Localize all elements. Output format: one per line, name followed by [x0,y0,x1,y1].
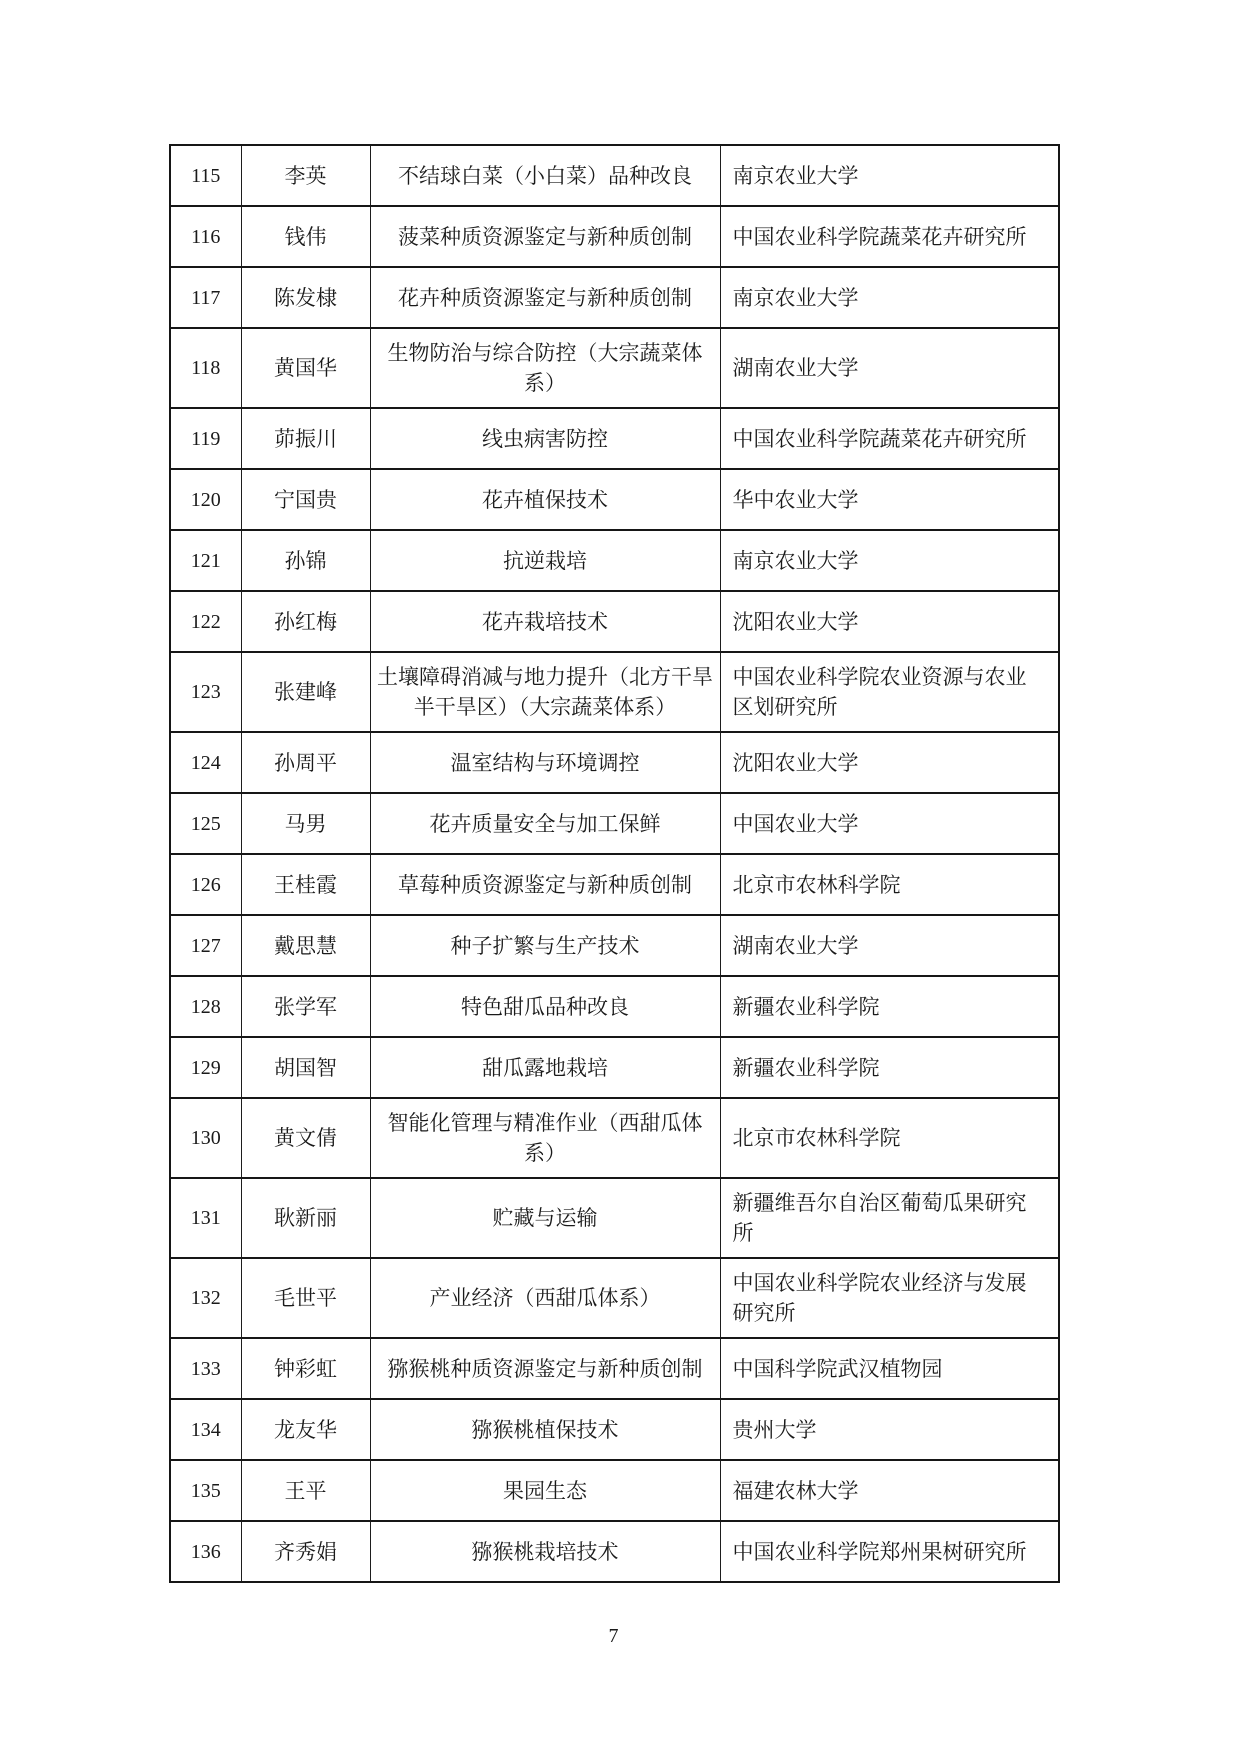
cell-name: 毛世平 [241,1258,370,1338]
expert-list-table [169,144,1060,1583]
cell-number: 128 [170,976,241,1037]
cell-topic: 甜瓜露地栽培 [370,1037,720,1098]
table-row [170,1338,1059,1399]
table-row [170,915,1059,976]
cell-topic: 种子扩繁与生产技术 [370,915,720,976]
cell-topic: 花卉质量安全与加工保鲜 [370,793,720,854]
cell-institution: 新疆农业科学院 [720,1037,1059,1098]
cell-institution: 福建农林大学 [720,1460,1059,1521]
cell-topic: 贮藏与运输 [370,1178,720,1258]
cell-topic: 猕猴桃种质资源鉴定与新种质创制 [370,1338,720,1399]
table-row [170,1258,1059,1338]
cell-topic: 生物防治与综合防控（大宗蔬菜体系） [370,328,720,408]
cell-topic: 不结球白菜（小白菜）品种改良 [370,145,720,206]
cell-institution: 新疆农业科学院 [720,976,1059,1037]
cell-topic: 菠菜种质资源鉴定与新种质创制 [370,206,720,267]
cell-number: 125 [170,793,241,854]
table-row [170,976,1059,1037]
cell-topic: 抗逆栽培 [370,530,720,591]
cell-number: 116 [170,206,241,267]
cell-institution: 南京农业大学 [720,267,1059,328]
cell-topic: 猕猴桃栽培技术 [370,1521,720,1582]
cell-name: 王桂霞 [241,854,370,915]
cell-institution: 华中农业大学 [720,469,1059,530]
cell-topic: 花卉栽培技术 [370,591,720,652]
cell-name: 张建峰 [241,652,370,732]
table-row [170,854,1059,915]
cell-name: 孙红梅 [241,591,370,652]
cell-name: 钟彩虹 [241,1338,370,1399]
cell-number: 126 [170,854,241,915]
table-row [170,1521,1059,1582]
cell-number: 121 [170,530,241,591]
expert-table-body [170,145,1059,1582]
cell-name: 胡国智 [241,1037,370,1098]
cell-topic: 土壤障碍消减与地力提升（北方干旱半干旱区）（大宗蔬菜体系） [370,652,720,732]
table-row [170,530,1059,591]
cell-name: 孙周平 [241,732,370,793]
table-row [170,1037,1059,1098]
cell-number: 131 [170,1178,241,1258]
table-row [170,1098,1059,1178]
table-row [170,145,1059,206]
cell-number: 133 [170,1338,241,1399]
cell-institution: 中国农业科学院农业经济与发展研究所 [720,1258,1059,1338]
cell-number: 134 [170,1399,241,1460]
cell-name: 陈发棣 [241,267,370,328]
table-row [170,1399,1059,1460]
cell-topic: 草莓种质资源鉴定与新种质创制 [370,854,720,915]
cell-number: 136 [170,1521,241,1582]
cell-number: 129 [170,1037,241,1098]
table-row [170,1178,1059,1258]
cell-topic: 果园生态 [370,1460,720,1521]
cell-institution: 中国农业科学院农业资源与农业区划研究所 [720,652,1059,732]
cell-number: 118 [170,328,241,408]
table-row [170,408,1059,469]
table-row [170,469,1059,530]
cell-topic: 线虫病害防控 [370,408,720,469]
cell-number: 122 [170,591,241,652]
cell-name: 黄国华 [241,328,370,408]
cell-institution: 中国科学院武汉植物园 [720,1338,1059,1399]
cell-institution: 中国农业科学院蔬菜花卉研究所 [720,206,1059,267]
table-row [170,1460,1059,1521]
cell-topic: 产业经济（西甜瓜体系） [370,1258,720,1338]
cell-institution: 中国农业科学院蔬菜花卉研究所 [720,408,1059,469]
table-row [170,793,1059,854]
cell-institution: 湖南农业大学 [720,328,1059,408]
cell-name: 黄文倩 [241,1098,370,1178]
cell-name: 孙锦 [241,530,370,591]
table-row [170,267,1059,328]
cell-name: 齐秀娟 [241,1521,370,1582]
cell-name: 茆振川 [241,408,370,469]
table-row [170,732,1059,793]
cell-topic: 温室结构与环境调控 [370,732,720,793]
cell-number: 124 [170,732,241,793]
cell-number: 119 [170,408,241,469]
cell-name: 钱伟 [241,206,370,267]
cell-name: 宁国贵 [241,469,370,530]
cell-name: 耿新丽 [241,1178,370,1258]
cell-topic: 特色甜瓜品种改良 [370,976,720,1037]
cell-institution: 贵州大学 [720,1399,1059,1460]
cell-name: 李英 [241,145,370,206]
cell-institution: 中国农业科学院郑州果树研究所 [720,1521,1059,1582]
cell-institution: 沈阳农业大学 [720,732,1059,793]
page-number: 7 [608,1625,619,1647]
cell-institution: 北京市农林科学院 [720,1098,1059,1178]
cell-institution: 沈阳农业大学 [720,591,1059,652]
cell-topic: 花卉植保技术 [370,469,720,530]
cell-number: 127 [170,915,241,976]
cell-name: 龙友华 [241,1399,370,1460]
table-row [170,328,1059,408]
cell-number: 123 [170,652,241,732]
cell-institution: 中国农业大学 [720,793,1059,854]
cell-number: 115 [170,145,241,206]
table-row [170,591,1059,652]
cell-number: 135 [170,1460,241,1521]
table-row [170,652,1059,732]
cell-institution: 南京农业大学 [720,530,1059,591]
cell-name: 戴思慧 [241,915,370,976]
cell-number: 130 [170,1098,241,1178]
cell-topic: 智能化管理与精准作业（西甜瓜体系） [370,1098,720,1178]
cell-topic: 花卉种质资源鉴定与新种质创制 [370,267,720,328]
cell-number: 117 [170,267,241,328]
table-row [170,206,1059,267]
cell-topic: 猕猴桃植保技术 [370,1399,720,1460]
cell-institution: 南京农业大学 [720,145,1059,206]
cell-name: 张学军 [241,976,370,1037]
cell-number: 120 [170,469,241,530]
cell-number: 132 [170,1258,241,1338]
cell-institution: 北京市农林科学院 [720,854,1059,915]
cell-name: 马男 [241,793,370,854]
cell-institution: 湖南农业大学 [720,915,1059,976]
cell-name: 王平 [241,1460,370,1521]
cell-institution: 新疆维吾尔自治区葡萄瓜果研究所 [720,1178,1059,1258]
